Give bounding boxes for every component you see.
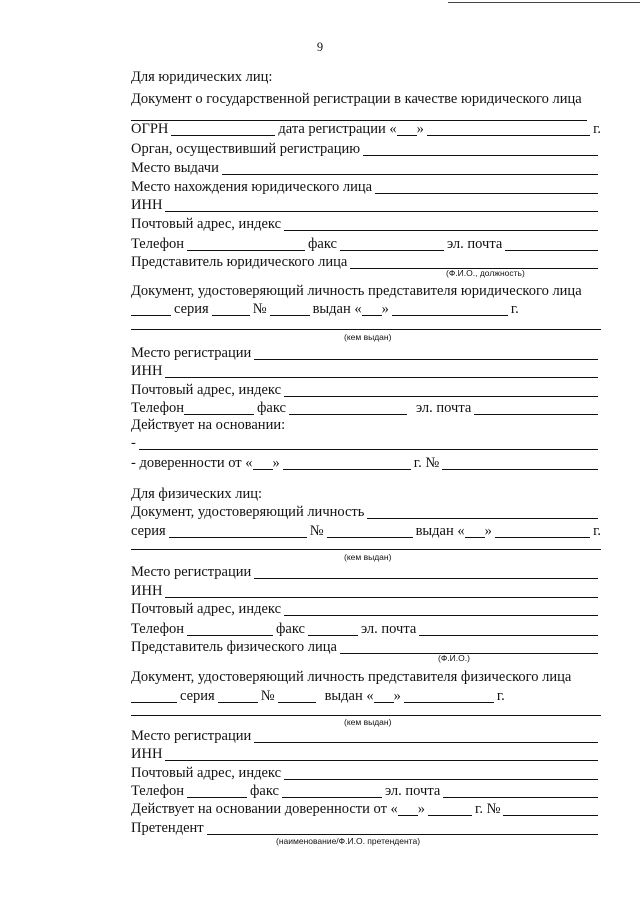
poa-number-field[interactable] bbox=[442, 456, 598, 470]
legal-rep-postal-row: Почтовый адрес, индекс bbox=[131, 379, 601, 397]
physical-rep-email-field[interactable] bbox=[443, 784, 598, 798]
id-doc-row: Документ, удостоверяющий личность bbox=[131, 501, 601, 519]
legal-rep-reg-place-row: Место регистрации bbox=[131, 342, 601, 360]
legal-rep-issue-day-field[interactable] bbox=[362, 302, 382, 316]
top-edge-line bbox=[448, 2, 640, 3]
physical-inn-field[interactable] bbox=[165, 584, 598, 598]
basis-dash-row: - bbox=[131, 432, 601, 450]
page-number: 9 bbox=[316, 40, 324, 54]
physical-poa-number-field[interactable] bbox=[503, 802, 598, 816]
legal-rep-reg-place-field[interactable] bbox=[254, 346, 598, 360]
legal-rep-doctype-field[interactable] bbox=[131, 302, 171, 316]
physical-rep-postal-field[interactable] bbox=[284, 766, 598, 780]
physical-rep-reg-place-field[interactable] bbox=[254, 729, 598, 743]
id-issue-date-field[interactable] bbox=[495, 524, 590, 538]
physical-rep-doc-line: Документ, удостоверяющий личность представителя физического лица bbox=[131, 669, 572, 685]
physical-rep-issue-date-field[interactable] bbox=[404, 689, 494, 703]
applicant-field[interactable] bbox=[207, 821, 598, 835]
ogrn-row: ОГРН дата регистрации « » г. bbox=[131, 121, 601, 137]
physical-rep-number-field[interactable] bbox=[278, 689, 316, 703]
physical-inn-row: ИНН bbox=[131, 580, 601, 598]
id-number-field[interactable] bbox=[327, 524, 413, 538]
applicant-row: Претендент bbox=[131, 817, 601, 835]
legal-rep-series-field[interactable] bbox=[212, 302, 250, 316]
organ-row: Орган, осуществивший регистрацию bbox=[131, 138, 601, 156]
legal-inn-field[interactable] bbox=[165, 198, 598, 212]
organ-field[interactable] bbox=[363, 142, 598, 156]
legal-phone-row: Телефон факс эл. почта bbox=[131, 233, 601, 251]
legal-rep-fax-field[interactable] bbox=[289, 401, 407, 415]
physical-rep-postal-row: Почтовый адрес, индекс bbox=[131, 762, 601, 780]
applicant-caption: (наименование/Ф.И.О. претендента) bbox=[276, 836, 421, 846]
physical-fax-field[interactable] bbox=[308, 622, 358, 636]
legal-rep-number-field[interactable] bbox=[270, 302, 310, 316]
legal-rep-inn-field[interactable] bbox=[165, 364, 598, 378]
id-doc-field[interactable] bbox=[367, 505, 598, 519]
id-series-row: серия № выдан « » г. bbox=[131, 523, 601, 539]
physical-section-heading: Для физических лиц: bbox=[131, 486, 263, 502]
physical-rep-issuer-caption: (кем выдан) bbox=[344, 717, 392, 727]
legal-postal-field[interactable] bbox=[284, 217, 598, 231]
physical-phone-row: Телефон факс эл. почта bbox=[131, 618, 601, 636]
legal-rep-postal-field[interactable] bbox=[284, 383, 598, 397]
issue-place-row: Место выдачи bbox=[131, 157, 601, 175]
legal-rep-issuer-blank[interactable] bbox=[131, 329, 601, 330]
id-issuer-blank[interactable] bbox=[131, 549, 601, 550]
issue-place-field[interactable] bbox=[222, 161, 598, 175]
physical-reg-place-field[interactable] bbox=[254, 565, 598, 579]
location-field[interactable] bbox=[375, 180, 598, 194]
physical-rep-issue-day-field[interactable] bbox=[374, 689, 394, 703]
acts-basis-row: Действует на основании: bbox=[131, 417, 286, 433]
legal-rep-phone-row: Телефон факс эл. почта bbox=[131, 397, 601, 415]
physical-rep-doc-row: серия № выдан « » г. bbox=[131, 685, 601, 703]
poa-date-field[interactable] bbox=[283, 456, 411, 470]
physical-rep-reg-place-row: Место регистрации bbox=[131, 725, 601, 743]
physical-rep-caption: (Ф.И.О.) bbox=[438, 653, 470, 663]
physical-rep-row: Представитель физического лица bbox=[131, 636, 601, 654]
physical-poa-date-field[interactable] bbox=[428, 802, 472, 816]
physical-rep-issuer-blank[interactable] bbox=[131, 715, 601, 716]
physical-rep-fax-field[interactable] bbox=[282, 784, 382, 798]
legal-rep-inn-row: ИНН bbox=[131, 360, 601, 378]
legal-phone-field[interactable] bbox=[187, 237, 305, 251]
legal-rep-doc-line: Документ, удостоверяющий личность представителя юридического лица bbox=[131, 283, 582, 299]
legal-rep-caption: (Ф.И.О., должность) bbox=[446, 268, 525, 278]
ogrn-field[interactable] bbox=[171, 122, 275, 136]
legal-email-field[interactable] bbox=[505, 237, 598, 251]
physical-poa-row: Действует на основании доверенности от « » г. № bbox=[131, 798, 601, 816]
legal-inn-row: ИНН bbox=[131, 194, 601, 212]
legal-postal-row: Почтовый адрес, индекс bbox=[131, 213, 601, 231]
legal-rep-row: Представитель юридического лица bbox=[131, 251, 601, 269]
reg-month-year-field[interactable] bbox=[427, 122, 590, 136]
basis-field[interactable] bbox=[139, 436, 598, 450]
physical-rep-field[interactable] bbox=[340, 640, 598, 654]
id-issue-day-field[interactable] bbox=[465, 524, 485, 538]
location-row: Место нахождения юридического лица bbox=[131, 176, 601, 194]
physical-reg-place-row: Место регистрации bbox=[131, 561, 601, 579]
physical-rep-doctype-field[interactable] bbox=[131, 689, 177, 703]
poa-day-field[interactable] bbox=[253, 456, 273, 470]
physical-rep-series-field[interactable] bbox=[218, 689, 258, 703]
physical-poa-day-field[interactable] bbox=[398, 802, 418, 816]
physical-rep-phone-field[interactable] bbox=[187, 784, 247, 798]
physical-postal-field[interactable] bbox=[284, 602, 598, 616]
reg-day-field[interactable] bbox=[397, 122, 417, 136]
id-issuer-caption: (кем выдан) bbox=[344, 552, 392, 562]
legal-rep-issuer-caption: (кем выдан) bbox=[344, 332, 392, 342]
legal-rep-email-field[interactable] bbox=[474, 401, 598, 415]
legal-rep-doc-row: серия № выдан « » г. bbox=[131, 298, 601, 316]
legal-rep-phone-field[interactable] bbox=[184, 401, 254, 415]
physical-postal-row: Почтовый адрес, индекс bbox=[131, 598, 601, 616]
id-series-field[interactable] bbox=[169, 524, 307, 538]
physical-phone-field[interactable] bbox=[187, 622, 273, 636]
physical-rep-phone-row: Телефон факс эл. почта bbox=[131, 780, 601, 798]
legal-rep-issue-date-field[interactable] bbox=[392, 302, 508, 316]
legal-rep-field[interactable] bbox=[350, 255, 598, 269]
physical-rep-inn-field[interactable] bbox=[165, 747, 598, 761]
physical-rep-inn-row: ИНН bbox=[131, 743, 601, 761]
physical-email-field[interactable] bbox=[419, 622, 598, 636]
legal-reg-doc-line: Документ о государственной регистрации в качестве юридического лица bbox=[131, 91, 582, 107]
legal-fax-field[interactable] bbox=[340, 237, 444, 251]
legal-section-heading: Для юридических лиц: bbox=[131, 69, 273, 85]
poa-row: - доверенности от « » г. № bbox=[131, 452, 601, 470]
